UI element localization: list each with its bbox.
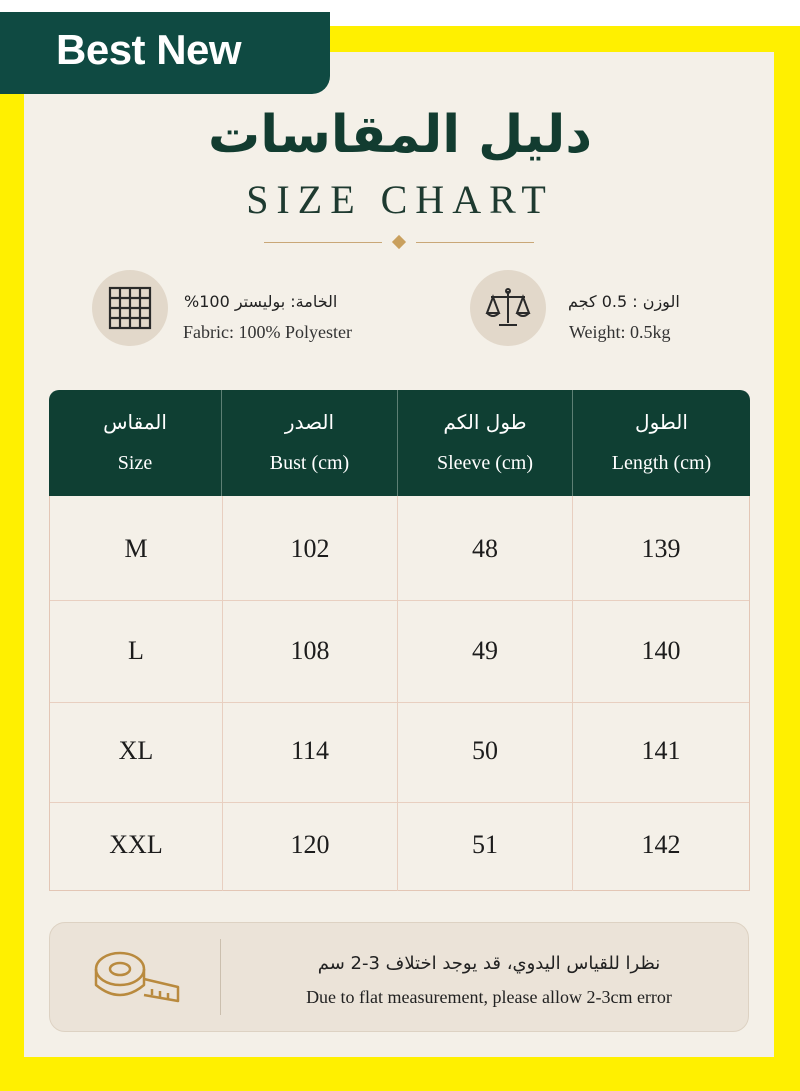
fabric-weave-icon — [92, 270, 168, 346]
cell-sleeve: 48 — [472, 534, 498, 563]
cell-length: 140 — [641, 636, 681, 665]
cell-size: XXL — [109, 830, 163, 859]
table-row — [50, 496, 749, 600]
cell-size: M — [124, 534, 148, 563]
weight-english: Weight: 0.5kg — [569, 322, 671, 342]
cell-sleeve: 51 — [472, 830, 498, 859]
cell-length: 141 — [641, 736, 681, 765]
cell-length: 139 — [641, 534, 681, 563]
header-size: المقاس Size — [103, 410, 167, 474]
cell-length: 142 — [641, 830, 681, 859]
header-bust: الصدر Bust (cm) — [269, 410, 350, 474]
note-english: Due to flat measurement, please allow 2-3cm error — [306, 987, 672, 1007]
diamond-ornament-icon — [392, 235, 406, 249]
cell-bust: 108 — [290, 636, 330, 665]
table-row — [50, 702, 749, 802]
balance-scale-icon — [470, 270, 546, 346]
cell-sleeve: 49 — [472, 636, 498, 665]
cell-bust: 114 — [290, 736, 330, 765]
weight-info — [470, 270, 730, 350]
weight-arabic: الوزن : 0.5 كجم — [568, 292, 680, 311]
best-new-badge: Best New — [0, 12, 330, 94]
fabric-english: Fabric: 100% Polyester — [183, 322, 352, 342]
measurement-note — [49, 922, 749, 1032]
title-arabic: دليل المقاسات — [207, 105, 593, 165]
fabric-info — [92, 270, 392, 350]
title-english: SIZE CHART — [246, 177, 554, 222]
cell-bust: 120 — [290, 830, 330, 859]
header-sleeve: طول الكم Sleeve (cm) — [436, 410, 534, 474]
table-row — [50, 802, 749, 890]
table-row — [50, 600, 749, 702]
cell-size: L — [128, 636, 144, 665]
cell-bust: 102 — [290, 534, 330, 563]
fabric-arabic: الخامة: بوليستر 100% — [184, 292, 338, 311]
cell-size: XL — [118, 736, 154, 765]
measuring-tape-icon — [90, 943, 182, 1013]
title-divider — [264, 236, 536, 250]
cell-sleeve: 50 — [472, 736, 498, 765]
note-arabic: نظرا للقياس اليدوي، قد يوجد اختلاف 3-2 سم — [317, 953, 661, 974]
header-length: الطول Length (cm) — [611, 410, 712, 474]
table-body — [49, 496, 750, 891]
table-header — [49, 390, 750, 496]
